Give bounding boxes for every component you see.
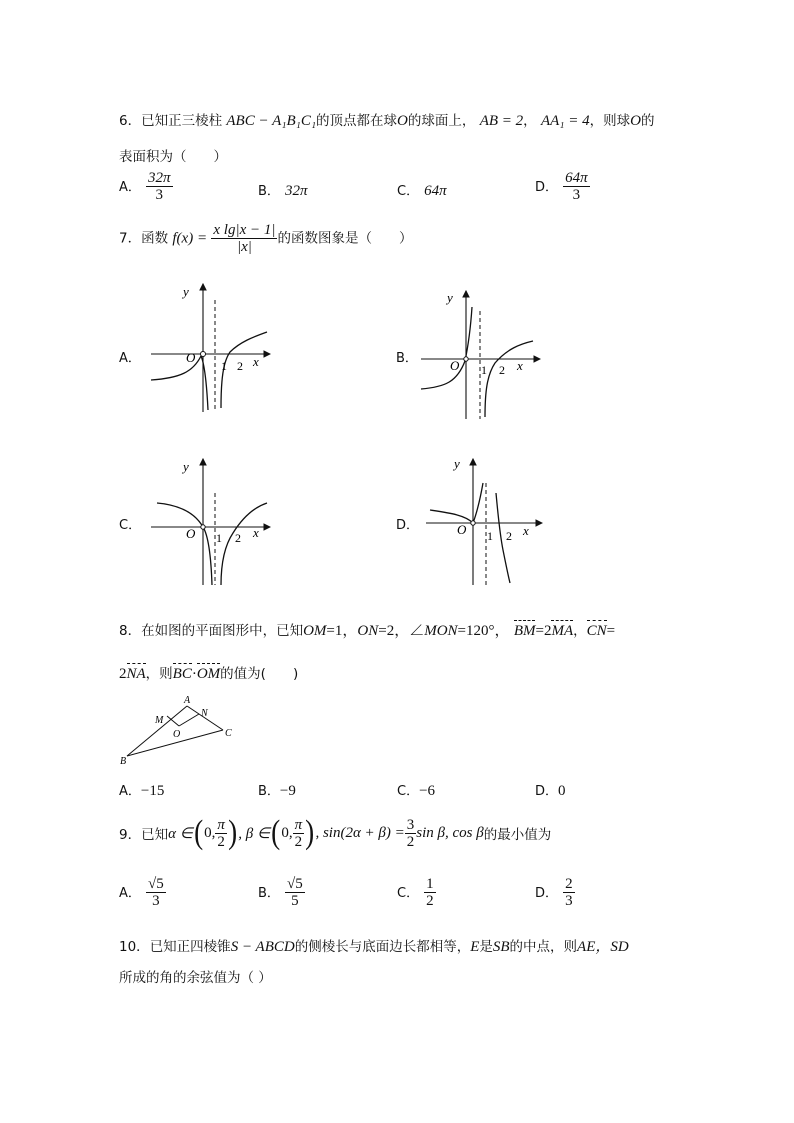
- q9-option-a[interactable]: [119, 876, 166, 909]
- q6-text-a: 已知正三棱柱: [141, 113, 223, 129]
- q10-text-d: 的中点，则: [509, 939, 578, 955]
- option-value: −9: [279, 783, 296, 799]
- q8-eq3: =120°，: [457, 623, 510, 639]
- q9-option-c[interactable]: [397, 876, 436, 909]
- fraction: $\frac{32\pi}{3}$: [148, 170, 171, 203]
- option-label: D．: [535, 784, 559, 799]
- q7-graph-d[interactable]: [420, 455, 550, 590]
- q8-vector-na: NA: [126, 666, 146, 682]
- q10-line1: [119, 935, 629, 956]
- q8-on: ON: [357, 623, 379, 639]
- q7-graph-b[interactable]: [415, 287, 545, 427]
- o-label: O: [186, 526, 196, 541]
- paren-close: ): [305, 814, 315, 851]
- q6-text-e: 的: [640, 113, 655, 129]
- q9-zero2: 0,: [281, 824, 293, 841]
- three-halves: $\frac{3}{2}$: [406, 816, 415, 850]
- x-label: x: [253, 354, 259, 369]
- x-label: x: [517, 358, 523, 373]
- q7-graph-c[interactable]: [145, 455, 275, 590]
- q6-ab: AB = 2: [479, 113, 524, 129]
- one-label: 1: [221, 359, 227, 373]
- y-label: y: [454, 456, 460, 471]
- curve-left: [421, 307, 472, 389]
- q8-comma: ，: [573, 623, 587, 639]
- q8-mon: MON: [424, 623, 458, 639]
- y-label: y: [183, 284, 189, 299]
- q9-line1: [119, 816, 551, 850]
- q9-sin-part: , sin(2α + β) =: [315, 824, 405, 841]
- option-label: D．: [535, 886, 559, 901]
- label-m: M: [155, 715, 164, 726]
- q6-option-b[interactable]: [258, 180, 308, 200]
- q6-aa1: AA₁ = 4: [540, 113, 590, 129]
- q8-option-a[interactable]: [119, 780, 164, 800]
- origin-point: [201, 352, 206, 357]
- pi-over-2: $\frac{\pi}{2}$: [294, 816, 303, 850]
- label-n: N: [201, 708, 208, 719]
- label-o: O: [173, 729, 181, 740]
- fraction: $\frac{64\pi}{3}$: [565, 170, 588, 203]
- o-label: O: [186, 350, 196, 365]
- q6-number: 6．: [119, 113, 142, 129]
- q10-text-a: 已知正四棱锥: [149, 939, 231, 955]
- option-label: D．: [535, 180, 559, 195]
- q8-om: OM: [303, 623, 327, 639]
- q8-option-d[interactable]: [535, 780, 566, 800]
- q8-text-a: 在如图的平面图形中，已知: [141, 623, 304, 639]
- q7-option-c-label[interactable]: C．: [119, 518, 142, 533]
- q8-line1: [119, 619, 615, 640]
- two-label: 2: [499, 363, 505, 377]
- q7-text-b: 的函数图象是（ ）: [277, 230, 413, 247]
- fraction: $\frac{√5}{3}$: [148, 876, 164, 909]
- curve-left: [151, 356, 208, 410]
- q7-option-a-label[interactable]: A．: [119, 351, 141, 366]
- x-label: x: [253, 525, 259, 540]
- fraction: $\frac{2}{3}$: [565, 876, 573, 909]
- q7-fraction: $\frac{\text{x lg|x − 1|}}{|x|}$: [213, 222, 276, 255]
- two-label: 2: [235, 531, 241, 545]
- paren-open: (: [193, 814, 203, 851]
- q8-vector-ma: MA: [551, 623, 574, 639]
- q9-option-d[interactable]: [535, 876, 575, 909]
- option-value: 0: [558, 783, 566, 799]
- q8-dot: ·: [191, 666, 197, 682]
- q7-option-d-label[interactable]: D．: [396, 518, 420, 533]
- q9-beta-in: , β ∈: [238, 825, 271, 842]
- q10-sb: SB: [492, 939, 510, 955]
- curve-right: [485, 341, 533, 417]
- option-value: −15: [140, 783, 165, 799]
- q10-pyramid: S − ABCD: [230, 939, 295, 955]
- q10-text-c: 是: [479, 939, 493, 955]
- q8-line2: [119, 662, 298, 683]
- q8-vector-bm: BM: [513, 623, 536, 639]
- o-label: O: [450, 358, 460, 373]
- curve-left: [157, 503, 212, 585]
- q8-vector-bc: BC: [172, 666, 192, 682]
- origin-point: [201, 525, 205, 529]
- q8-line2-c: 的值为( ): [220, 666, 299, 682]
- q10-ae-sd: AE，SD: [577, 939, 629, 955]
- option-value: 64π: [424, 183, 447, 199]
- q6-comma: ，: [523, 113, 537, 129]
- option-value: −6: [419, 783, 436, 799]
- curve-right: [221, 332, 267, 408]
- q8-eq4: =2: [535, 623, 552, 639]
- q7-graph-a[interactable]: [145, 280, 275, 420]
- q9-text-a: 已知: [141, 827, 169, 843]
- q9-text-b: 的最小值为: [483, 827, 552, 843]
- fraction: $\frac{1}{2}$: [426, 876, 434, 909]
- q6-text-b: 的顶点都在球: [316, 113, 398, 129]
- o-label: O: [457, 522, 467, 537]
- q10-text-b: 的侧棱长与底面边长都相等，: [294, 939, 471, 955]
- two-label: 2: [506, 529, 512, 543]
- q9-zero1: 0,: [204, 824, 216, 841]
- q8-eq5: =: [606, 623, 616, 639]
- label-a: A: [184, 695, 191, 706]
- curve-left: [430, 483, 483, 523]
- q8-option-b[interactable]: [258, 780, 296, 800]
- option-label: A．: [119, 180, 141, 195]
- q8-line2-b: ，则: [145, 666, 173, 682]
- one-label: 1: [481, 363, 487, 377]
- two-label: 2: [237, 359, 243, 373]
- option-label: C．: [397, 784, 420, 799]
- q6-prism: ABC − A₁B₁C₁: [226, 113, 317, 129]
- label-c: C: [225, 728, 232, 739]
- q10-number: 10．: [119, 939, 150, 955]
- q8-figure: [115, 692, 250, 767]
- q7-option-b-label[interactable]: B．: [396, 351, 418, 366]
- y-label: y: [183, 459, 189, 474]
- q6-text-c: 的球面上，: [407, 113, 476, 129]
- option-label: C．: [397, 886, 420, 901]
- q6-o1: O: [397, 113, 408, 129]
- q7-func: f(x) =: [172, 230, 208, 247]
- q6-o2: O: [630, 113, 641, 129]
- option-label: B．: [258, 784, 280, 799]
- q6-option-a[interactable]: [119, 170, 173, 203]
- q6-text-d: ，则球: [589, 113, 631, 129]
- q9-alpha-in: α ∈: [168, 825, 193, 842]
- option-label: B．: [258, 886, 280, 901]
- segment-on: [179, 714, 199, 726]
- paren-close: ): [228, 814, 238, 851]
- q8-line2-a: 2: [119, 666, 127, 682]
- y-label: y: [447, 290, 453, 305]
- option-label: B．: [258, 184, 280, 199]
- one-label: 1: [216, 531, 222, 545]
- q9-option-b[interactable]: [258, 876, 305, 909]
- q6-line1: [119, 109, 654, 130]
- option-label: A．: [119, 784, 141, 799]
- q8-vector-om: OM: [196, 666, 221, 682]
- option-label: C．: [397, 184, 420, 199]
- option-label: A．: [119, 886, 141, 901]
- q8-eq1: =1，: [326, 623, 358, 639]
- x-label: x: [523, 523, 529, 538]
- q9-tail: sin β, cos β: [416, 824, 484, 841]
- pi-over-2: $\frac{\pi}{2}$: [217, 816, 225, 850]
- q7-line1: [119, 222, 412, 255]
- origin-point: [471, 521, 475, 525]
- option-value: 32π: [285, 183, 308, 199]
- q10-e: E: [470, 939, 480, 955]
- q7-text-a: 函数: [141, 230, 169, 247]
- origin-point: [464, 357, 468, 361]
- q8-vector-cn: CN: [586, 623, 607, 639]
- q9-number: 9．: [119, 827, 142, 843]
- one-label: 1: [487, 529, 493, 543]
- paren-open: (: [271, 814, 281, 851]
- q6-option-c[interactable]: [397, 180, 447, 200]
- q8-number: 8．: [119, 623, 142, 639]
- q7-number: 7．: [119, 230, 142, 247]
- q10-line2: 所成的角的余弦值为（ ）: [119, 970, 272, 986]
- fraction: $\frac{√5}{5}$: [287, 876, 303, 909]
- q6-option-d[interactable]: [535, 170, 590, 203]
- label-b: B: [120, 756, 127, 767]
- curve-right: [221, 503, 267, 585]
- q6-line2: 表面积为（ ）: [119, 149, 227, 165]
- q8-option-c[interactable]: [397, 780, 435, 800]
- q8-eq2: =2，∠: [378, 623, 425, 639]
